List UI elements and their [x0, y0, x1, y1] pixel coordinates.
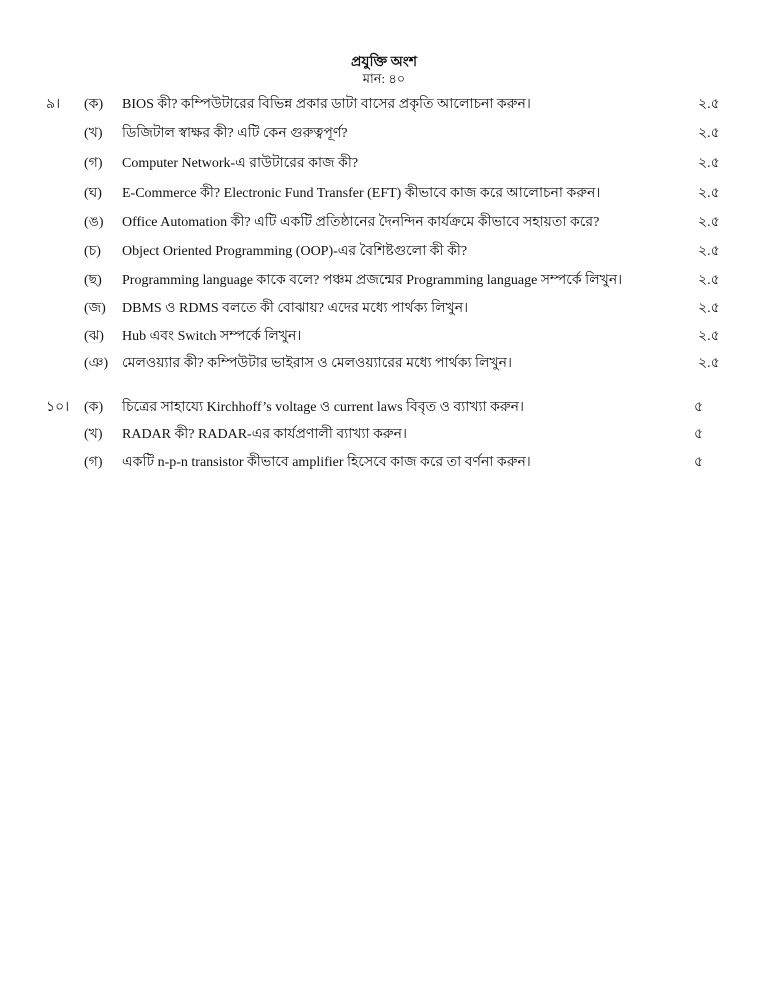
question-text: RADAR কী? RADAR-এর কার্যপ্রণালী ব্যাখ্যা করুন। — [122, 427, 407, 442]
question-text: Computer Network-এ রাউটারের কাজ কী? — [122, 156, 359, 171]
question-text: Office Automation কী? এটি একটি প্রতিষ্ঠানের দৈনন্দিন কার্যক্রমে কীভাবে সহায়তা করে? — [122, 215, 600, 230]
question-text: Programming language কাকে বলে? পঞ্চম প্রজন্মের Programming language সম্পর্কে লিখুন। — [122, 273, 623, 288]
question-marks: ২.৫ — [698, 301, 720, 316]
total-marks: মান: ৪০ — [362, 71, 406, 86]
question-row — [0, 270, 768, 292]
question-row — [0, 353, 768, 375]
question-marks: ২.৫ — [698, 329, 720, 344]
section-title: প্রযুক্তি অংশ — [350, 55, 418, 70]
sub-label: (ঙ) — [84, 215, 104, 230]
question-row — [0, 397, 768, 419]
sub-label: (গ) — [84, 156, 103, 171]
question-marks: ৫ — [694, 455, 704, 470]
question-marks: ২.৫ — [698, 215, 720, 230]
question-marks: ২.৫ — [698, 244, 720, 259]
sub-label: (গ) — [84, 455, 103, 470]
sub-label: (ছ) — [84, 273, 102, 288]
sub-label: (ক) — [84, 400, 104, 415]
question-number: ১০। — [46, 400, 70, 415]
question-text: DBMS ও RDMS বলতে কী বোঝায়? এদের মধ্যে পার্থক্য লিখুন। — [122, 301, 469, 316]
question-text: মেলওয়্যার কী? কম্পিউটার ভাইরাস ও মেলওয়্যারের মধ্যে পার্থক্য লিখুন। — [122, 356, 513, 371]
sub-label: (ক) — [84, 97, 104, 112]
question-marks: ২.৫ — [698, 356, 720, 371]
sub-label: (চ) — [84, 244, 101, 259]
sub-label: (খ) — [84, 126, 103, 141]
question-marks: ৫ — [694, 427, 704, 442]
question-marks: ২.৫ — [698, 97, 720, 112]
question-marks: ২.৫ — [698, 186, 720, 201]
question-row — [0, 452, 768, 474]
question-row — [0, 123, 768, 145]
question-text: ডিজিটাল স্বাক্ষর কী? এটি কেন গুরুত্বপূর্ণ? — [122, 126, 348, 141]
question-text: E-Commerce কী? Electronic Fund Transfer (EFT) কীভাবে কাজ করে আলোচনা করুন। — [122, 186, 601, 201]
question-marks: ২.৫ — [698, 273, 720, 288]
question-text: চিত্রের সাহায্যে Kirchhoff’s voltage ও current laws বিবৃত ও ব্যাখ্যা করুন। — [122, 400, 525, 415]
question-row — [0, 94, 768, 116]
sub-label: (খ) — [84, 427, 103, 442]
question-row — [0, 298, 768, 320]
question-text: একটি n-p-n transistor কীভাবে amplifier হিসেবে কাজ করে তা বর্ণনা করুন। — [122, 455, 531, 470]
question-marks: ২.৫ — [698, 126, 720, 141]
question-text: Hub এবং Switch সম্পর্কে লিখুন। — [122, 329, 302, 344]
sub-label: (ঞ) — [84, 356, 109, 371]
question-row — [0, 212, 768, 234]
question-row — [0, 241, 768, 263]
question-row — [0, 153, 768, 175]
sub-label: (ঘ) — [84, 186, 102, 201]
question-row — [0, 424, 768, 446]
question-marks: ৫ — [694, 400, 704, 415]
sub-label: (জ) — [84, 301, 106, 316]
question-number: ৯। — [46, 97, 61, 112]
question-text: BIOS কী? কম্পিউটারের বিভিন্ন প্রকার ডাটা বাসের প্রকৃতি আলোচনা করুন। — [122, 97, 531, 112]
sub-label: (ঝ) — [84, 329, 104, 344]
question-row — [0, 183, 768, 205]
question-row — [0, 326, 768, 348]
question-text: Object Oriented Programming (OOP)-এর বৈশিষ্টগুলো কী কী? — [122, 244, 468, 259]
question-marks: ২.৫ — [698, 156, 720, 171]
